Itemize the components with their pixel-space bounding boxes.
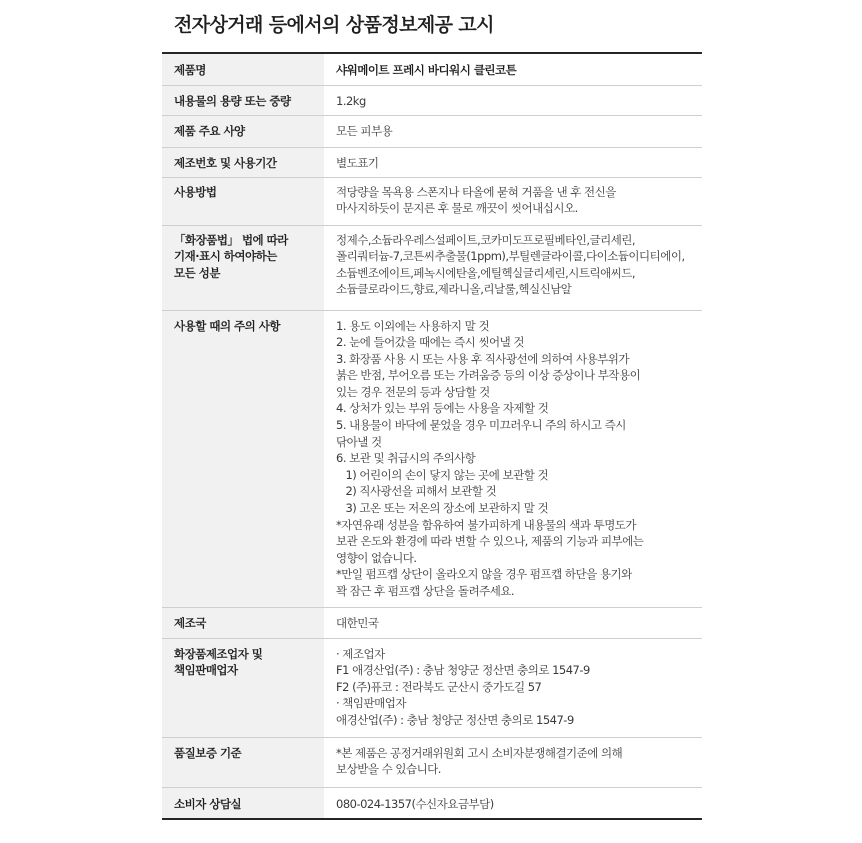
row-label-text: 내용물의 용량 또는 중량 — [174, 93, 291, 108]
row-label — [162, 607, 324, 638]
row-value — [324, 177, 702, 225]
row-value-line: 정제수,소듐라우레스설페이트,코카미도프로필베타인,글리세린, — [336, 232, 636, 247]
product-info-table — [162, 52, 702, 820]
row-label-text: 제품 주요 사양 — [174, 123, 245, 138]
info-row-ingredients — [162, 225, 702, 310]
info-row-country — [162, 607, 702, 638]
info-row-quality-assurance — [162, 737, 702, 787]
row-value-line: 5. 내용물이 바닥에 묻었을 경우 미끄러우니 주의 하시고 즉시 — [336, 418, 626, 433]
row-label — [162, 310, 324, 607]
row-value-line: *만일 펌프캡 상단이 올라오지 않을 경우 펌프캡 하단을 용기와 — [336, 567, 632, 582]
row-label-text: 「화장품법」 법에 따라 — [174, 232, 288, 247]
row-label — [162, 225, 324, 310]
row-value-line: 080-024-1357(수신자요금부담) — [336, 796, 494, 811]
info-row-cautions — [162, 310, 702, 607]
row-value-line: F1 애경산업(주) : 충남 청양군 정산면 충의로 1547-9 — [336, 663, 590, 678]
row-value-line: 소듐벤조에이트,페녹시에탄올,에틸헥실글리세린,시트릭애씨드, — [336, 265, 636, 280]
row-label — [162, 147, 324, 177]
row-value-line: 4. 상처가 있는 부위 등에는 사용을 자제할 것 — [336, 401, 549, 416]
row-label — [162, 53, 324, 85]
row-label — [162, 115, 324, 147]
row-label — [162, 737, 324, 787]
row-label-text: 제조국 — [174, 615, 206, 630]
row-label-text: 사용할 때의 주의 사항 — [174, 318, 280, 333]
row-value-line: 1) 어린이의 손이 닿지 않는 곳에 보관할 것 — [336, 467, 549, 482]
row-value — [324, 85, 702, 115]
info-row-volume — [162, 85, 702, 115]
row-value-line: 별도표기 — [336, 155, 379, 170]
row-value — [324, 53, 702, 85]
row-label-text: 화장품제조업자 및 — [174, 646, 263, 661]
row-value-line: 폴리쿼터늄-7,코튼씨추출물(1ppm),부틸렌글라이콜,다이소듐이디티에이, — [336, 249, 685, 264]
page-title: 전자상거래 등에서의 상품정보제공 고시 — [174, 14, 494, 36]
row-value — [324, 115, 702, 147]
row-value — [324, 147, 702, 177]
row-value-line: 꽉 잠근 후 펌프캡 상단을 돌려주세요. — [336, 584, 515, 598]
row-label — [162, 85, 324, 115]
row-value-line: F2 (주)퓨코 : 전라북도 군산시 중가도길 57 — [336, 679, 542, 694]
row-value-line: 적당량을 목욕용 스폰지나 타올에 묻혀 거품을 낸 후 전신을 — [336, 184, 616, 199]
row-value-line: 3. 화장품 사용 시 또는 사용 후 직사광선에 의하여 사용부위가 — [336, 351, 629, 366]
row-label-text: 기재·표시 하여야하는 — [174, 249, 277, 264]
row-value-line: 보상받을 수 있습니다. — [336, 762, 441, 777]
row-label-text: 책임판매업자 — [174, 663, 238, 678]
row-value-line: 마사지하듯이 문지른 후 물로 깨끗이 씻어내십시오. — [336, 201, 578, 216]
row-value-line: 3) 고온 또는 저온의 장소에 보관하지 말 것 — [336, 501, 549, 516]
info-row-lot-and-expiry — [162, 147, 702, 177]
row-value-line: 모든 피부용 — [336, 123, 393, 138]
row-value-line: · 책임판매업자 — [336, 696, 406, 711]
row-value-line: 2) 직사광선을 피해서 보관할 것 — [336, 484, 497, 499]
row-value-line: 애경산업(주) : 충남 청양군 정산면 충의로 1547-9 — [336, 712, 574, 727]
row-label-text: 제조번호 및 사용기간 — [174, 155, 277, 170]
row-value — [324, 310, 702, 607]
row-value-line: · 제조업자 — [336, 646, 385, 661]
info-row-main-spec — [162, 115, 702, 147]
row-label — [162, 787, 324, 819]
row-value — [324, 607, 702, 638]
row-value-line: *자연유래 성분을 함유하여 불가피하게 내용물의 색과 투명도가 — [336, 517, 637, 532]
row-value — [324, 787, 702, 819]
row-label-text: 모든 성분 — [174, 265, 220, 280]
row-value-line: 소듐클로라이드,향료,제라니올,리날룰,헥실신남알 — [336, 282, 572, 297]
row-value-line: 6. 보관 및 취급시의 주의사항 — [336, 451, 476, 466]
info-row-usage — [162, 177, 702, 225]
row-value-line: 1.2kg — [336, 93, 366, 108]
info-row-manufacturer — [162, 638, 702, 737]
row-value-line: 대한민국 — [336, 615, 379, 630]
row-value-line: 있는 경우 전문의 등과 상담할 것 — [336, 384, 490, 399]
row-value-line: 붉은 반점, 부어오름 또는 가려움증 등의 이상 증상이나 부작용이 — [336, 368, 641, 383]
row-label — [162, 638, 324, 737]
row-label-text: 소비자 상담실 — [174, 796, 242, 811]
row-value-line: 2. 눈에 들어갔을 때에는 즉시 씻어낼 것 — [336, 335, 525, 350]
row-value-line: 영향이 없습니다. — [336, 550, 417, 565]
info-row-product-name — [162, 53, 702, 85]
row-label-text: 제품명 — [174, 63, 206, 77]
row-label-text: 사용방법 — [174, 184, 217, 199]
row-value — [324, 737, 702, 787]
row-value-line: *본 제품은 공정거래위원회 고시 소비자분쟁해결기준에 의해 — [336, 745, 623, 760]
row-value-line: 보관 온도와 환경에 따라 변할 수 있으나, 제품의 기능과 피부에는 — [336, 534, 644, 549]
row-label-text: 품질보증 기준 — [174, 745, 242, 760]
info-row-customer-service — [162, 787, 702, 819]
row-label — [162, 177, 324, 225]
product-info-body — [162, 53, 702, 819]
row-value-line: 1. 용도 이외에는 사용하지 말 것 — [336, 318, 490, 333]
row-value-line: 닦아낼 것 — [336, 434, 382, 449]
row-value-line: 샤워메이트 프레시 바디워시 클린코튼 — [336, 63, 517, 77]
row-value — [324, 225, 702, 310]
row-value — [324, 638, 702, 737]
